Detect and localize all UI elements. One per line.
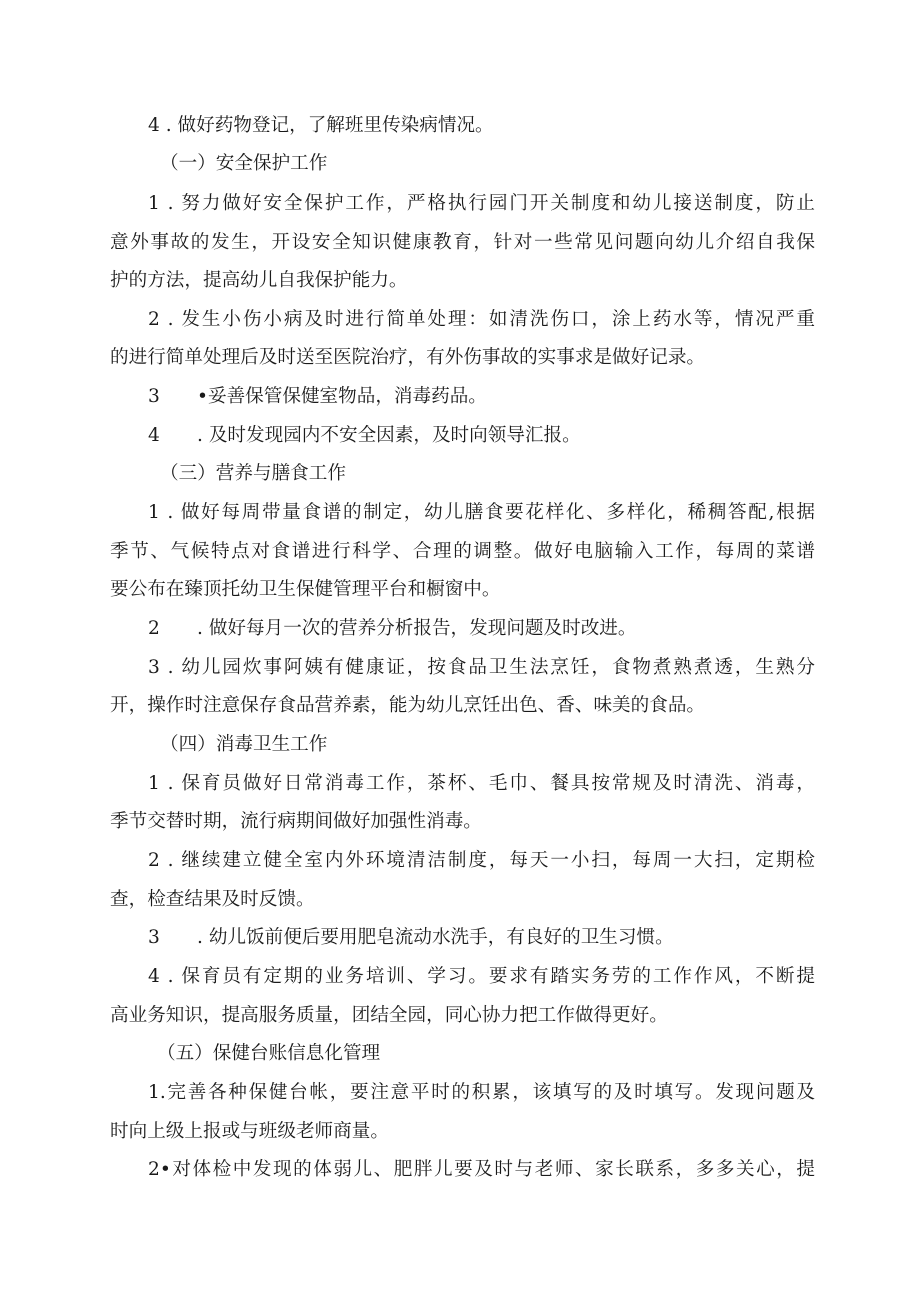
- section-heading: （一）安全保护工作: [160, 153, 328, 174]
- paragraph-line: 3 . 幼儿饭前便后要用肥皂流动水洗手，有良好的卫生习惯。: [148, 927, 674, 948]
- paragraph-line: 护的方法，提高幼儿自我保护能力。: [110, 270, 408, 291]
- paragraph-line: 季节、气候特点对食谱进行科学、合理的调整。做好电脑输入工作，每周的菜谱: [110, 541, 815, 562]
- paragraph-line: 的进行简单处理后及时送至医院治疗，有外伤事故的实事求是做好记录。: [110, 347, 706, 368]
- section-heading: （五）保健台账信息化管理: [157, 1043, 381, 1064]
- paragraph-line: 3 . 幼儿园炊事阿姨有健康证，按食品卫生法烹饪，食物煮熟煮透，生熟分: [148, 657, 815, 678]
- paragraph-line: 1.完善各种保健台帐，要注意平时的积累，该填写的及时填写。发现问题及: [148, 1082, 815, 1103]
- paragraph-line: 2 . 发生小伤小病及时进行简单处理：如清洗伤口，涂上药水等，情况严重: [148, 309, 815, 330]
- paragraph-line: 2•对体检中发现的体弱儿、肥胖儿要及时与老师、家长联系，多多关心，提: [148, 1159, 815, 1180]
- paragraph-line: 4 . 做好药物登记，了解班里传染病情况。: [148, 115, 494, 136]
- paragraph-line: 1 . 做好每周带量食谱的制定，幼儿膳食要花样化、多样化，稀稠答配,根据: [148, 502, 815, 523]
- paragraph-line: 4 . 及时发现园内不安全因素，及时向领导汇报。: [148, 425, 581, 446]
- paragraph-line: 意外事故的发生，开设安全知识健康教育，针对一些常见问题向幼儿介绍自我保: [110, 232, 815, 253]
- paragraph-line: 时向上级上报或与班级老师商量。: [110, 1121, 389, 1142]
- paragraph-line: 1 . 努力做好安全保护工作，严格执行园门开关制度和幼儿接送制度，防止: [148, 193, 815, 214]
- paragraph-line: 2 . 继续建立健全室内外环境清洁制度，每天一小扫，每周一大扫，定期检: [148, 850, 815, 871]
- paragraph-line: 季节交替时期，流行病期间做好加强性消毒。: [110, 811, 482, 832]
- paragraph-line: 4 . 保育员有定期的业务培训、学习。要求有踏实务劳的工作作风，不断提: [148, 966, 815, 987]
- section-heading: （三）营养与膳食工作: [160, 463, 346, 484]
- paragraph-line: 要公布在臻顶托幼卫生保健管理平台和橱窗中。: [110, 579, 501, 600]
- paragraph-line: 3 •妥善保管保健室物品，消毒药品。: [148, 386, 487, 407]
- paragraph-line: 2 . 做好每月一次的营养分析报告，发现问题及时改进。: [148, 618, 637, 639]
- paragraph-line: 查，检查结果及时反馈。: [110, 889, 315, 910]
- paragraph-line: 高业务知识，提高服务质量，团结全园，同心协力把工作做得更好。: [110, 1005, 668, 1026]
- section-heading: （四）消毒卫生工作: [160, 734, 328, 755]
- paragraph-line: 开，操作时注意保存食品营养素，能为幼儿烹饪出色、香、味美的食品。: [110, 695, 706, 716]
- paragraph-line: 1 . 保育员做好日常消毒工作，茶杯、毛巾、餐具按常规及时清洗、消毒，: [148, 773, 815, 794]
